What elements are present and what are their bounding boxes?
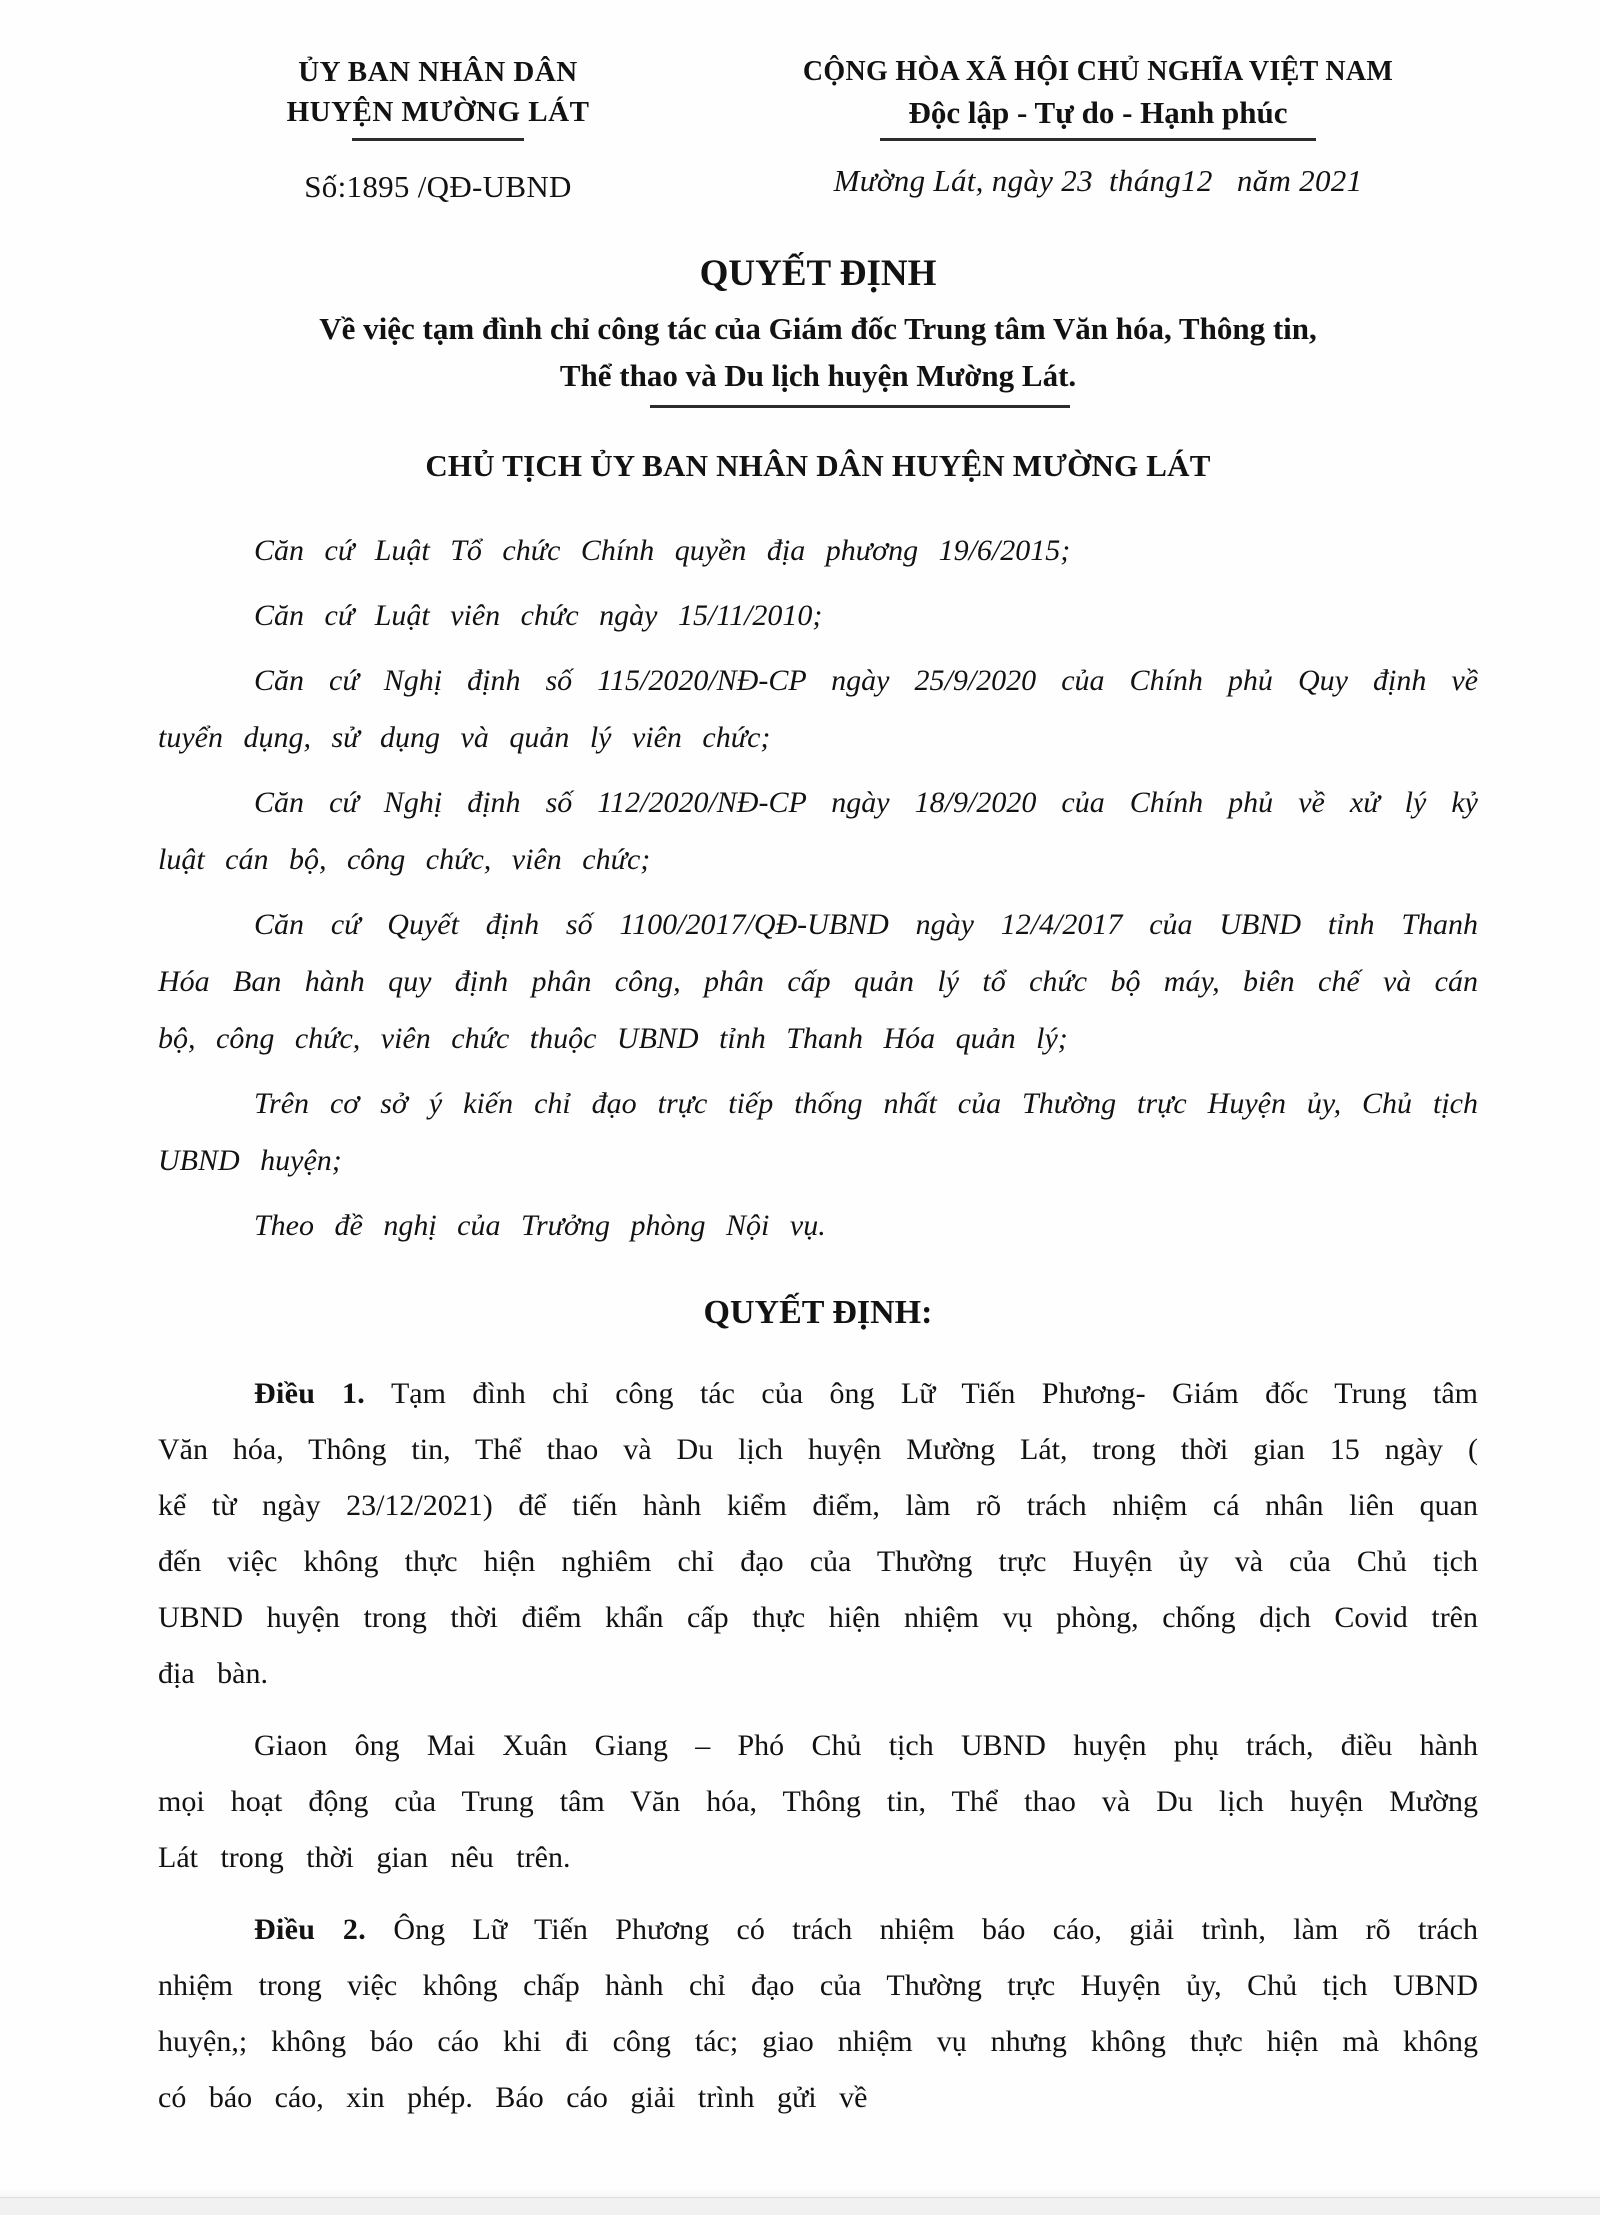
article-1-label: Điều 1.: [254, 1377, 366, 1410]
article-1b-text: Giaon ông Mai Xuân Giang – Phó Chủ tịch UBND huyện phụ trách, điều hành mọi hoạt động của Trung tâm Văn hóa, Thông tin, Thể thao và Du lịch huyện Mường Lát trong thời gian nêu trên.: [158, 1729, 1478, 1874]
preamble-paragraph: Căn cứ Quyết định số 1100/2017/QĐ-UBND ngày 12/4/2017 của UBND tỉnh Thanh Hóa Ban hành quy định phân công, phân cấp quản lý tổ chức bộ máy, biên chế và cán bộ, công chức, viên chức thuộc UBND tỉnh Thanh Hóa quản lý;: [158, 908, 1478, 1055]
document-subject: [158, 305, 1478, 399]
document-subject-line2: Thể thao và Du lịch huyện Mường Lát.: [559, 358, 1077, 393]
preamble-paragraph: Căn cứ Luật Tổ chức Chính quyền địa phương 19/6/2015;: [254, 534, 1071, 567]
preamble-paragraph: Căn cứ Nghị định số 112/2020/NĐ-CP ngày 18/9/2020 của Chính phủ về xử lý kỷ luật cán bộ, công chức, viên chức;: [158, 786, 1478, 876]
subject-underline-rule: [650, 405, 1070, 408]
preamble-paragraph: Căn cứ Nghị định số 115/2020/NĐ-CP ngày 25/9/2020 của Chính phủ Quy định về tuyển dụng, sử dụng và quản lý viên chức;: [158, 664, 1478, 754]
article-2-label: Điều 2.: [254, 1913, 367, 1946]
document-header: [158, 52, 1478, 205]
issuing-org-unit: HUYỆN MƯỜNG LÁT: [286, 96, 590, 128]
preamble-paragraph: Căn cứ Luật viên chức ngày 15/11/2010;: [254, 599, 823, 632]
document-number: Số:1895 /QĐ-UBND: [304, 169, 572, 204]
article-2-paragraph: [158, 1902, 1478, 2126]
articles-section: [158, 1366, 1478, 2126]
article-1-paragraph: [158, 1366, 1478, 1702]
org-underline-rule: [352, 138, 524, 141]
place-and-date: Mường Lát, ngày 23 tháng12 năm 2021: [833, 163, 1363, 198]
document-subject-line1: Về việc tạm đình chỉ công tác của Giám đốc Trung tâm Văn hóa, Thông tin,: [319, 311, 1317, 346]
viewer-bottom-strip: [0, 2197, 1600, 2215]
preamble-section: [158, 522, 1478, 1254]
national-motto: Độc lập - Tự do - Hạnh phúc: [908, 95, 1288, 130]
title-block: [158, 251, 1478, 484]
article-2-text: Ông Lữ Tiến Phương có trách nhiệm báo cáo, giải trình, làm rõ trách nhiệm trong việc không chấp hành chỉ đạo của Thường trực Huyện ủy, Chủ tịch UBND huyện,; không báo cáo khi đi công tác; giao nhiệm vụ nhưng không thực hiện mà không có báo cáo, xin phép. Báo cáo giải trình gửi về: [158, 1913, 1478, 2114]
national-header-block: [718, 52, 1478, 199]
motto-underline-rule: [880, 138, 1316, 141]
decision-heading: QUYẾT ĐỊNH:: [703, 1294, 933, 1331]
document-type-heading: QUYẾT ĐỊNH: [699, 253, 937, 294]
preamble-paragraph: Theo đề nghị của Trưởng phòng Nội vụ.: [254, 1209, 826, 1242]
issuing-authority-block: [158, 52, 718, 205]
national-title: CỘNG HÒA XÃ HỘI CHỦ NGHĨA VIỆT NAM: [802, 56, 1394, 87]
article-1-continuation-paragraph: [158, 1718, 1478, 1886]
preamble-paragraph: Trên cơ sở ý kiến chỉ đạo trực tiếp thống nhất của Thường trực Huyện ủy, Chủ tịch UBND huyện;: [158, 1087, 1478, 1177]
deciding-authority-heading: CHỦ TỊCH ỦY BAN NHÂN DÂN HUYỆN MƯỜNG LÁT: [425, 448, 1211, 483]
issuing-org-name: ỦY BAN NHÂN DÂN: [298, 56, 578, 88]
article-1-text: Tạm đình chỉ công tác của ông Lữ Tiến Phương- Giám đốc Trung tâm Văn hóa, Thông tin, Thể thao và Du lịch huyện Mường Lát, trong thời gian 15 ngày ( kể từ ngày 23/12/2021) để tiến hành kiểm điểm, làm rõ trách nhiệm cá nhân liên quan đến việc không thực hiện nghiêm chỉ đạo của Thường trực Huyện ủy và của Chủ tịch UBND huyện trong thời điểm khẩn cấp thực hiện nhiệm vụ phòng, chống dịch Covid trên địa bàn.: [158, 1377, 1478, 1690]
